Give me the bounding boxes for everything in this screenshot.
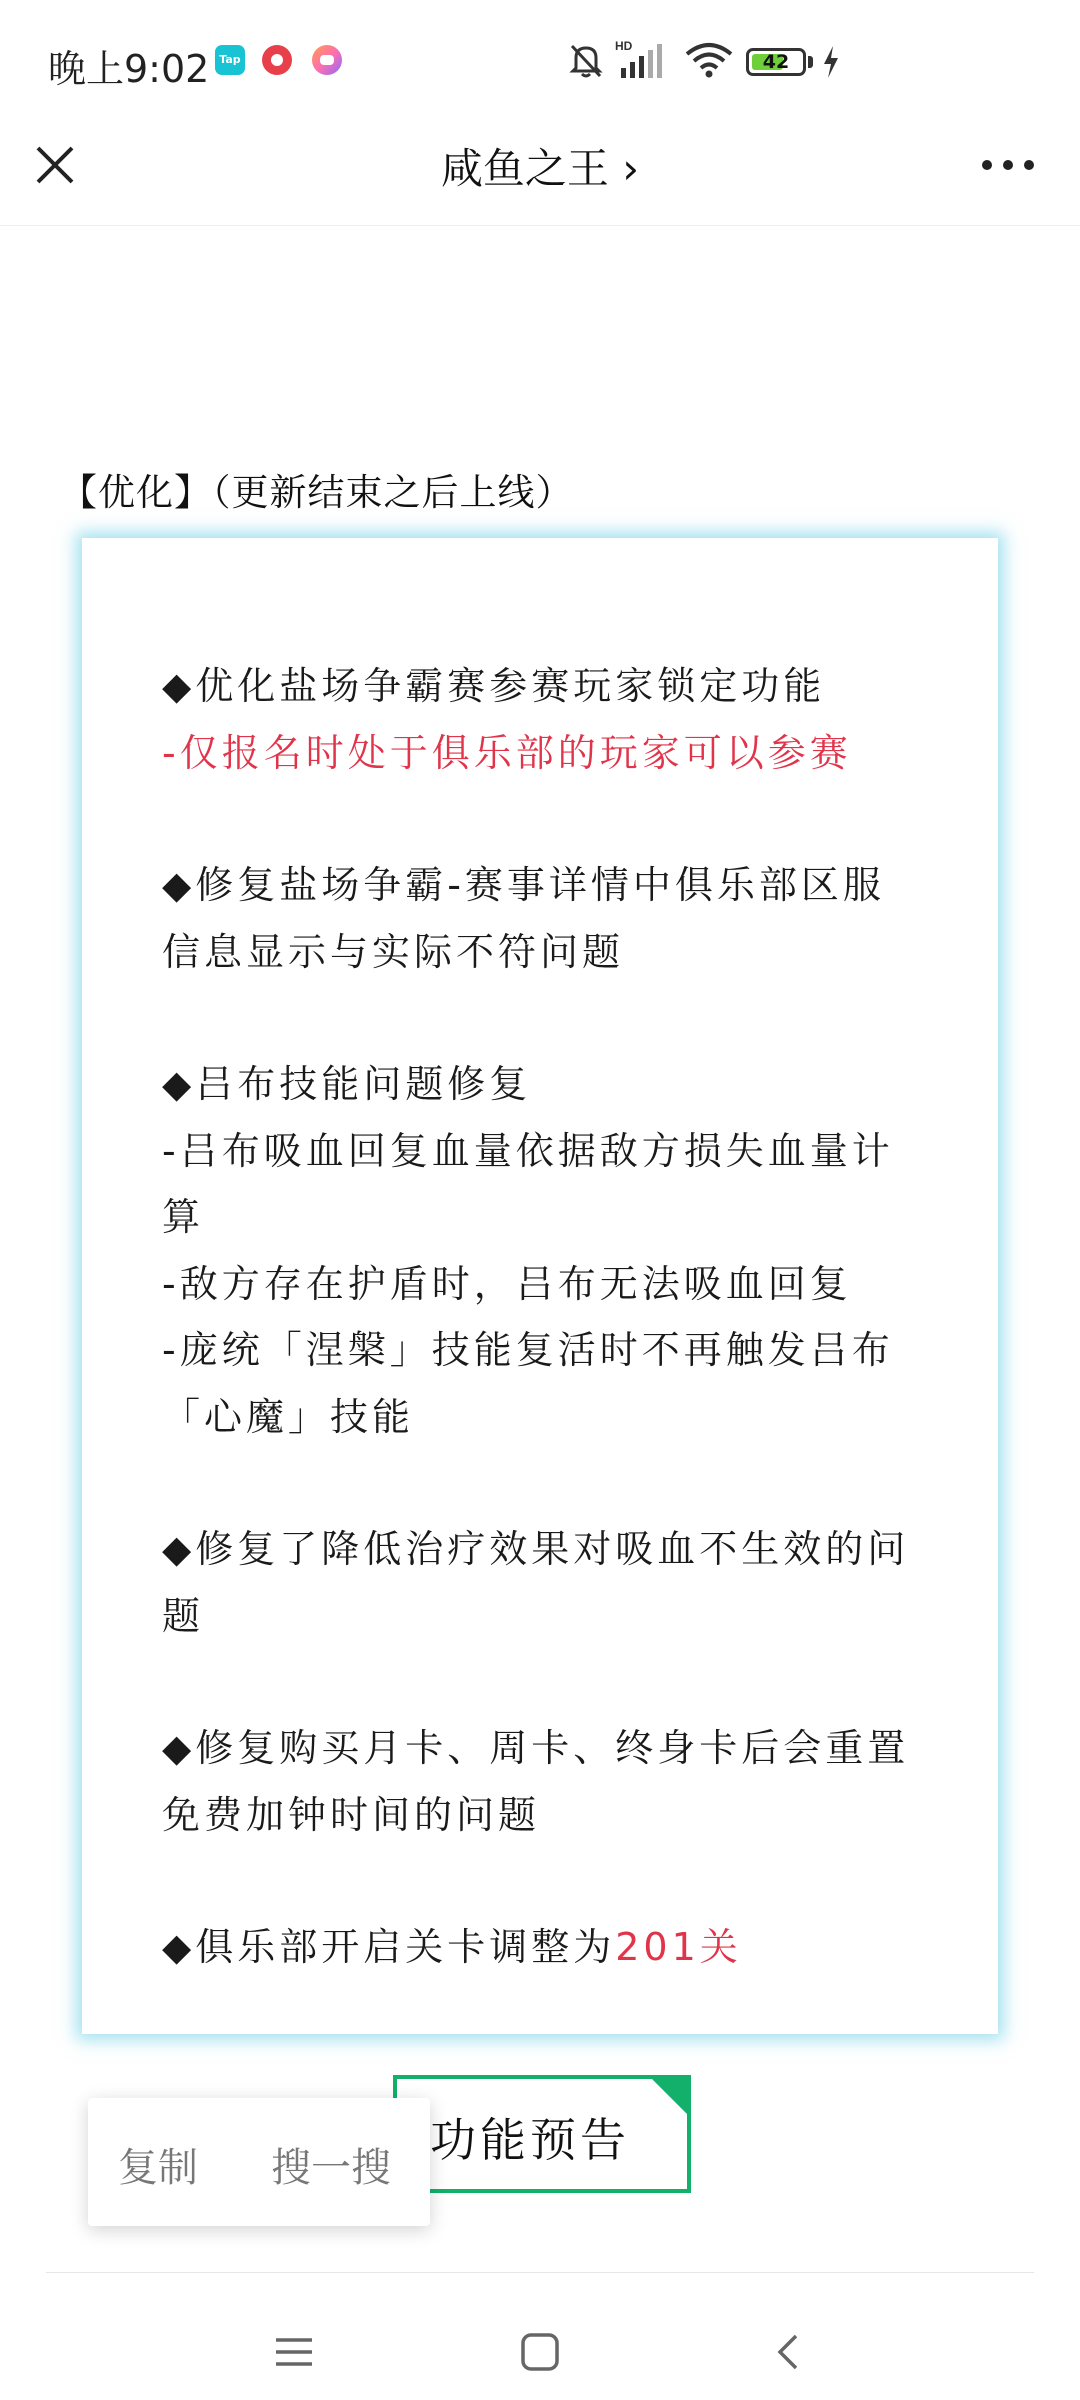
charging-bolt-icon [822, 46, 840, 78]
note-title: ◆修复了降低治疗效果对吸血不生效的问题 [162, 1527, 910, 1638]
battery-cap [808, 56, 813, 68]
more-options-icon[interactable] [980, 150, 1036, 180]
menu-icon[interactable] [272, 2330, 316, 2374]
status-bar [0, 0, 1080, 120]
note-item [162, 1914, 922, 1981]
note-highlight: 201关 [615, 1925, 742, 1969]
mute-bell-icon [566, 40, 606, 80]
music-app-icon [262, 45, 292, 75]
taptap-app-icon: Tap [215, 45, 245, 75]
note-title: ◆修复盐场争霸-赛事详情中俱乐部区服信息显示与实际不符问题 [162, 863, 885, 974]
cellular-signal-icon [615, 38, 675, 80]
update-notes-text [162, 653, 922, 1981]
divider [46, 2272, 1034, 2273]
section-badge-title: 功能预告 [430, 2113, 630, 2167]
network-type-label: HD [615, 39, 633, 53]
note-title: ◆优化盐场争霸赛参赛玩家锁定功能 [162, 664, 826, 708]
system-nav-bar [0, 2275, 1080, 2400]
note-item [162, 1051, 922, 1450]
text-selection-menu [88, 2098, 430, 2226]
note-line: -庞统「涅槃」技能复活时不再触发吕布「心魔」技能 [162, 1328, 894, 1439]
battery-icon [746, 48, 806, 76]
note-title: ◆吕布技能问题修复 [162, 1062, 532, 1106]
note-item [162, 1516, 922, 1649]
wifi-icon [685, 42, 733, 78]
note-item [162, 852, 922, 985]
battery-percent: 42 [762, 51, 790, 73]
search-button[interactable]: 搜一搜 [271, 2145, 391, 2191]
note-title: ◆修复购买月卡、周卡、终身卡后会重置免费加钟时间的问题 [162, 1726, 910, 1837]
section-heading: 【优化】（更新结束之后上线） [60, 471, 574, 514]
status-time: 晚上9:02 [48, 47, 210, 91]
game-app-icon [312, 45, 342, 75]
note-highlight: -仅报名时处于俱乐部的玩家可以参赛 [162, 730, 852, 775]
account-title-link[interactable]: 咸鱼之王 › [440, 144, 640, 193]
section-badge-corner [648, 2075, 688, 2115]
back-icon[interactable] [768, 2330, 812, 2374]
note-title: ◆俱乐部开启关卡调整为 [162, 1925, 616, 1969]
update-notes-card [82, 538, 998, 2034]
note-line: -敌方存在护盾时，吕布无法吸血回复 [162, 1261, 852, 1306]
note-line: -吕布吸血回复血量依据敌方损失血量计算 [162, 1128, 894, 1239]
title-bar [0, 120, 1080, 226]
copy-button[interactable]: 复制 [118, 2145, 198, 2191]
note-item [162, 1715, 922, 1848]
home-icon[interactable] [518, 2330, 562, 2374]
note-item [162, 653, 922, 786]
